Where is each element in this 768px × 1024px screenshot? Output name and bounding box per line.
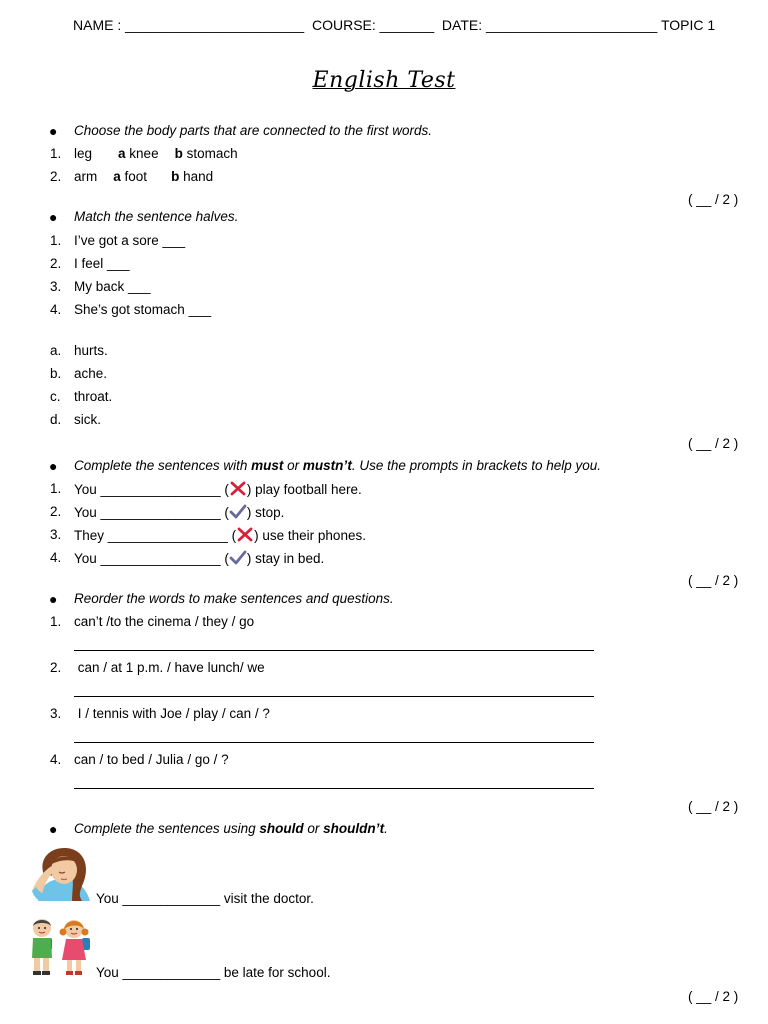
list-number: 1. [50, 481, 62, 496]
s3-item [74, 527, 366, 544]
answer-line[interactable] [74, 742, 594, 743]
s2-ending: hurts. [74, 343, 108, 358]
list-number: 4. [50, 752, 62, 767]
list-number: 4. [50, 302, 62, 317]
item-text: ) use their phones. [254, 528, 366, 543]
s5-item-1: You _____________ visit the doctor. [96, 891, 314, 906]
score-box: ( __ / 2 ) [688, 989, 739, 1004]
item-text: ) play football here. [246, 482, 362, 497]
bullet-icon: ● [49, 591, 58, 607]
list-number: 4. [50, 550, 62, 565]
keyword-must: must [251, 458, 284, 473]
item-text: ) stop. [246, 505, 285, 520]
score-box: ( __ / 2 ) [688, 799, 739, 814]
cross-icon [236, 527, 254, 542]
s3-item [74, 504, 284, 521]
section5-instruction [74, 821, 388, 837]
option-label: b [174, 146, 183, 161]
list-number: 2. [50, 256, 62, 271]
s4-item: can / at 1 p.m. / have lunch/ we [74, 660, 265, 675]
option-text: stomach [186, 146, 238, 161]
option-label: b [171, 169, 180, 184]
keyword-shouldnt: shouldn’t [323, 821, 385, 836]
s2-item: My back ___ [74, 279, 151, 294]
s1-item-1 [74, 146, 238, 162]
item-text: They ________________ ( [74, 528, 237, 543]
section4-instruction: Reorder the words to make sentences and questions. [74, 591, 394, 606]
instr-text: or [303, 821, 324, 836]
instr-text: Complete the sentences using [74, 821, 260, 836]
section3-instruction [74, 458, 601, 474]
option-text: foot [124, 169, 148, 184]
instr-text: . [384, 821, 388, 836]
list-letter: b. [50, 366, 62, 381]
s5-item-2: You _____________ be late for school. [96, 965, 331, 980]
option-label: a [113, 169, 121, 184]
list-letter: a. [50, 343, 62, 358]
score-box: ( __ / 2 ) [688, 436, 739, 451]
check-icon [229, 550, 247, 565]
s1-item-2 [74, 169, 213, 185]
item-word: leg [74, 146, 93, 161]
s2-ending: throat. [74, 389, 113, 404]
option-text: hand [183, 169, 214, 184]
bullet-icon: ● [49, 123, 58, 139]
answer-line[interactable] [74, 650, 594, 651]
sick-woman-image [28, 845, 94, 903]
s2-item: She’s got stomach ___ [74, 302, 212, 317]
check-icon [229, 504, 247, 519]
keyword-mustnt: mustn’t [302, 458, 352, 473]
item-word: arm [74, 169, 98, 184]
bullet-icon: ● [49, 458, 58, 474]
section2-instruction: Match the sentence halves. [74, 209, 239, 224]
list-number: 2. [50, 504, 62, 519]
list-letter: d. [50, 412, 62, 427]
item-text: You ________________ ( [74, 482, 229, 497]
option-text: knee [129, 146, 159, 161]
list-number: 2. [50, 660, 62, 675]
bullet-icon: ● [49, 821, 58, 837]
list-number: 3. [50, 706, 62, 721]
s2-item: I’ve got a sore ___ [74, 233, 186, 248]
list-number: 1. [50, 614, 62, 629]
list-number: 3. [50, 527, 62, 542]
s2-ending: sick. [74, 412, 101, 427]
option-label: a [118, 146, 126, 161]
page-title [0, 68, 768, 93]
item-text: You ________________ ( [74, 505, 229, 520]
header-fields: NAME : _______________________ COURSE: _______ DATE: ______________________ TOPIC 1 [73, 17, 716, 33]
answer-line[interactable] [74, 696, 594, 697]
s2-ending: ache. [74, 366, 108, 381]
instr-text: or [283, 458, 303, 473]
instr-text: Complete the sentences with [74, 458, 252, 473]
keyword-should: should [259, 821, 304, 836]
item-text: You ________________ ( [74, 551, 229, 566]
score-box: ( __ / 2 ) [688, 192, 739, 207]
item-text: ) stay in bed. [246, 551, 325, 566]
cross-icon [229, 481, 247, 496]
section1-instruction: Choose the body parts that are connected to the first words. [74, 123, 432, 138]
answer-line[interactable] [74, 788, 594, 789]
school-children-image [28, 916, 94, 978]
s2-item: I feel ___ [74, 256, 130, 271]
list-number: 3. [50, 279, 62, 294]
s4-item: can’t /to the cinema / they / go [74, 614, 255, 629]
list-letter: c. [50, 389, 61, 404]
s3-item [74, 481, 362, 498]
s4-item: I / tennis with Joe / play / can / ? [74, 706, 270, 721]
s4-item: can / to bed / Julia / go / ? [74, 752, 229, 767]
list-number: 2. [50, 169, 62, 184]
instr-text: . Use the prompts in brackets to help you. [351, 458, 602, 473]
list-number: 1. [50, 233, 62, 248]
s3-item [74, 550, 324, 567]
score-box: ( __ / 2 ) [688, 573, 739, 588]
list-number: 1. [50, 146, 62, 161]
bullet-icon: ● [49, 209, 58, 225]
page-title-text: English Test [312, 68, 456, 93]
